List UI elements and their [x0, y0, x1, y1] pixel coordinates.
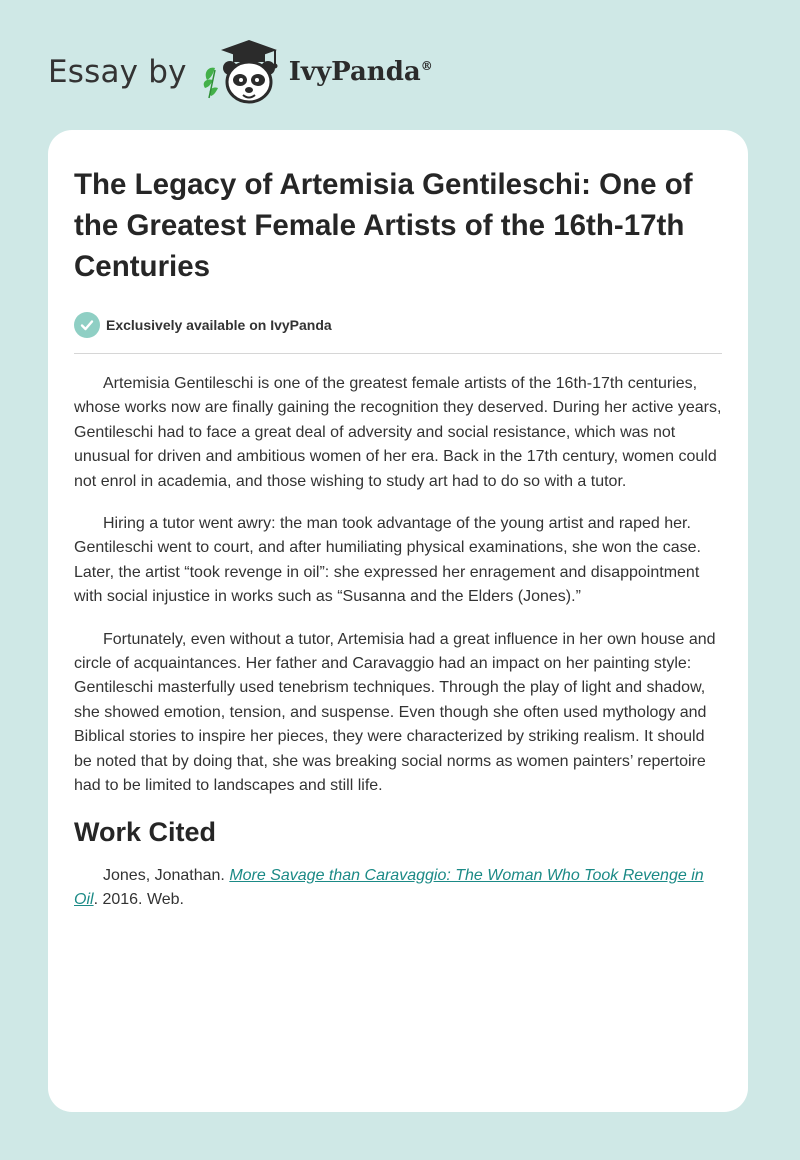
brand-name[interactable]: IvyPanda®	[288, 57, 433, 87]
works-cited-heading: Work Cited	[74, 816, 217, 847]
divider	[74, 353, 722, 354]
site-header	[48, 36, 433, 108]
paragraph: Fortunately, even without a tutor, Artemisia had a great influence in her own house and circle of acquaintances. Her father and Caravaggio had an impact on her painting style: Gentileschi masterfully used tenebrism techniques. Through the play of light and shadow, she showed emotion, tension, and suspense. Even though she often used mythology and Biblical stories to inspire her pieces, they were characterized by striking realism. It should be noted that by doing that, she was breaking social norms as women painters’ repertoire had to be limited to landscapes and still life.	[74, 630, 716, 795]
citation-suffix: . 2016. Web.	[93, 890, 184, 908]
essay-title: The Legacy of Artemisia Gentileschi: One of the Greatest Female Artists of the 16th-17th Centuries	[74, 168, 693, 283]
essay-by-label: Essay by	[48, 54, 187, 90]
paragraph: Hiring a tutor went awry: the man took advantage of the young artist and raped her. Gentileschi went to court, and after humiliating physical examinations, she won the case. Later, the artist “took revenge in oil”: she expressed her enragement and disappointment with social injustice in works such as “Susanna and the Elders (Jones).”	[74, 515, 701, 606]
paragraph: Artemisia Gentileschi is one of the greatest female artists of the 16th-17th centuries, whose works now are finally gaining the recognition they deserved. During her active years, Gentileschi had to face a great deal of adversity and social resistance, which was not unusual for driven and ambitious women of her era. Back in the 17th century, women could not enrol in academia, and those wishing to study art had to do so with a tutor.	[74, 375, 722, 490]
citation	[74, 864, 724, 913]
exclusive-badge	[74, 311, 724, 339]
badge-label: Exclusively available on IvyPanda	[106, 317, 332, 333]
panda-graduation-cap-icon[interactable]	[199, 36, 283, 108]
essay-content	[74, 164, 724, 912]
citation-link[interactable]: More Savage than Caravaggio: The Woman Who Took Revenge in Oil	[74, 866, 704, 908]
essay-body	[74, 372, 724, 912]
essay-card	[48, 130, 748, 1112]
check-circle-icon	[74, 312, 100, 338]
citation-author: Jones, Jonathan.	[103, 866, 230, 884]
